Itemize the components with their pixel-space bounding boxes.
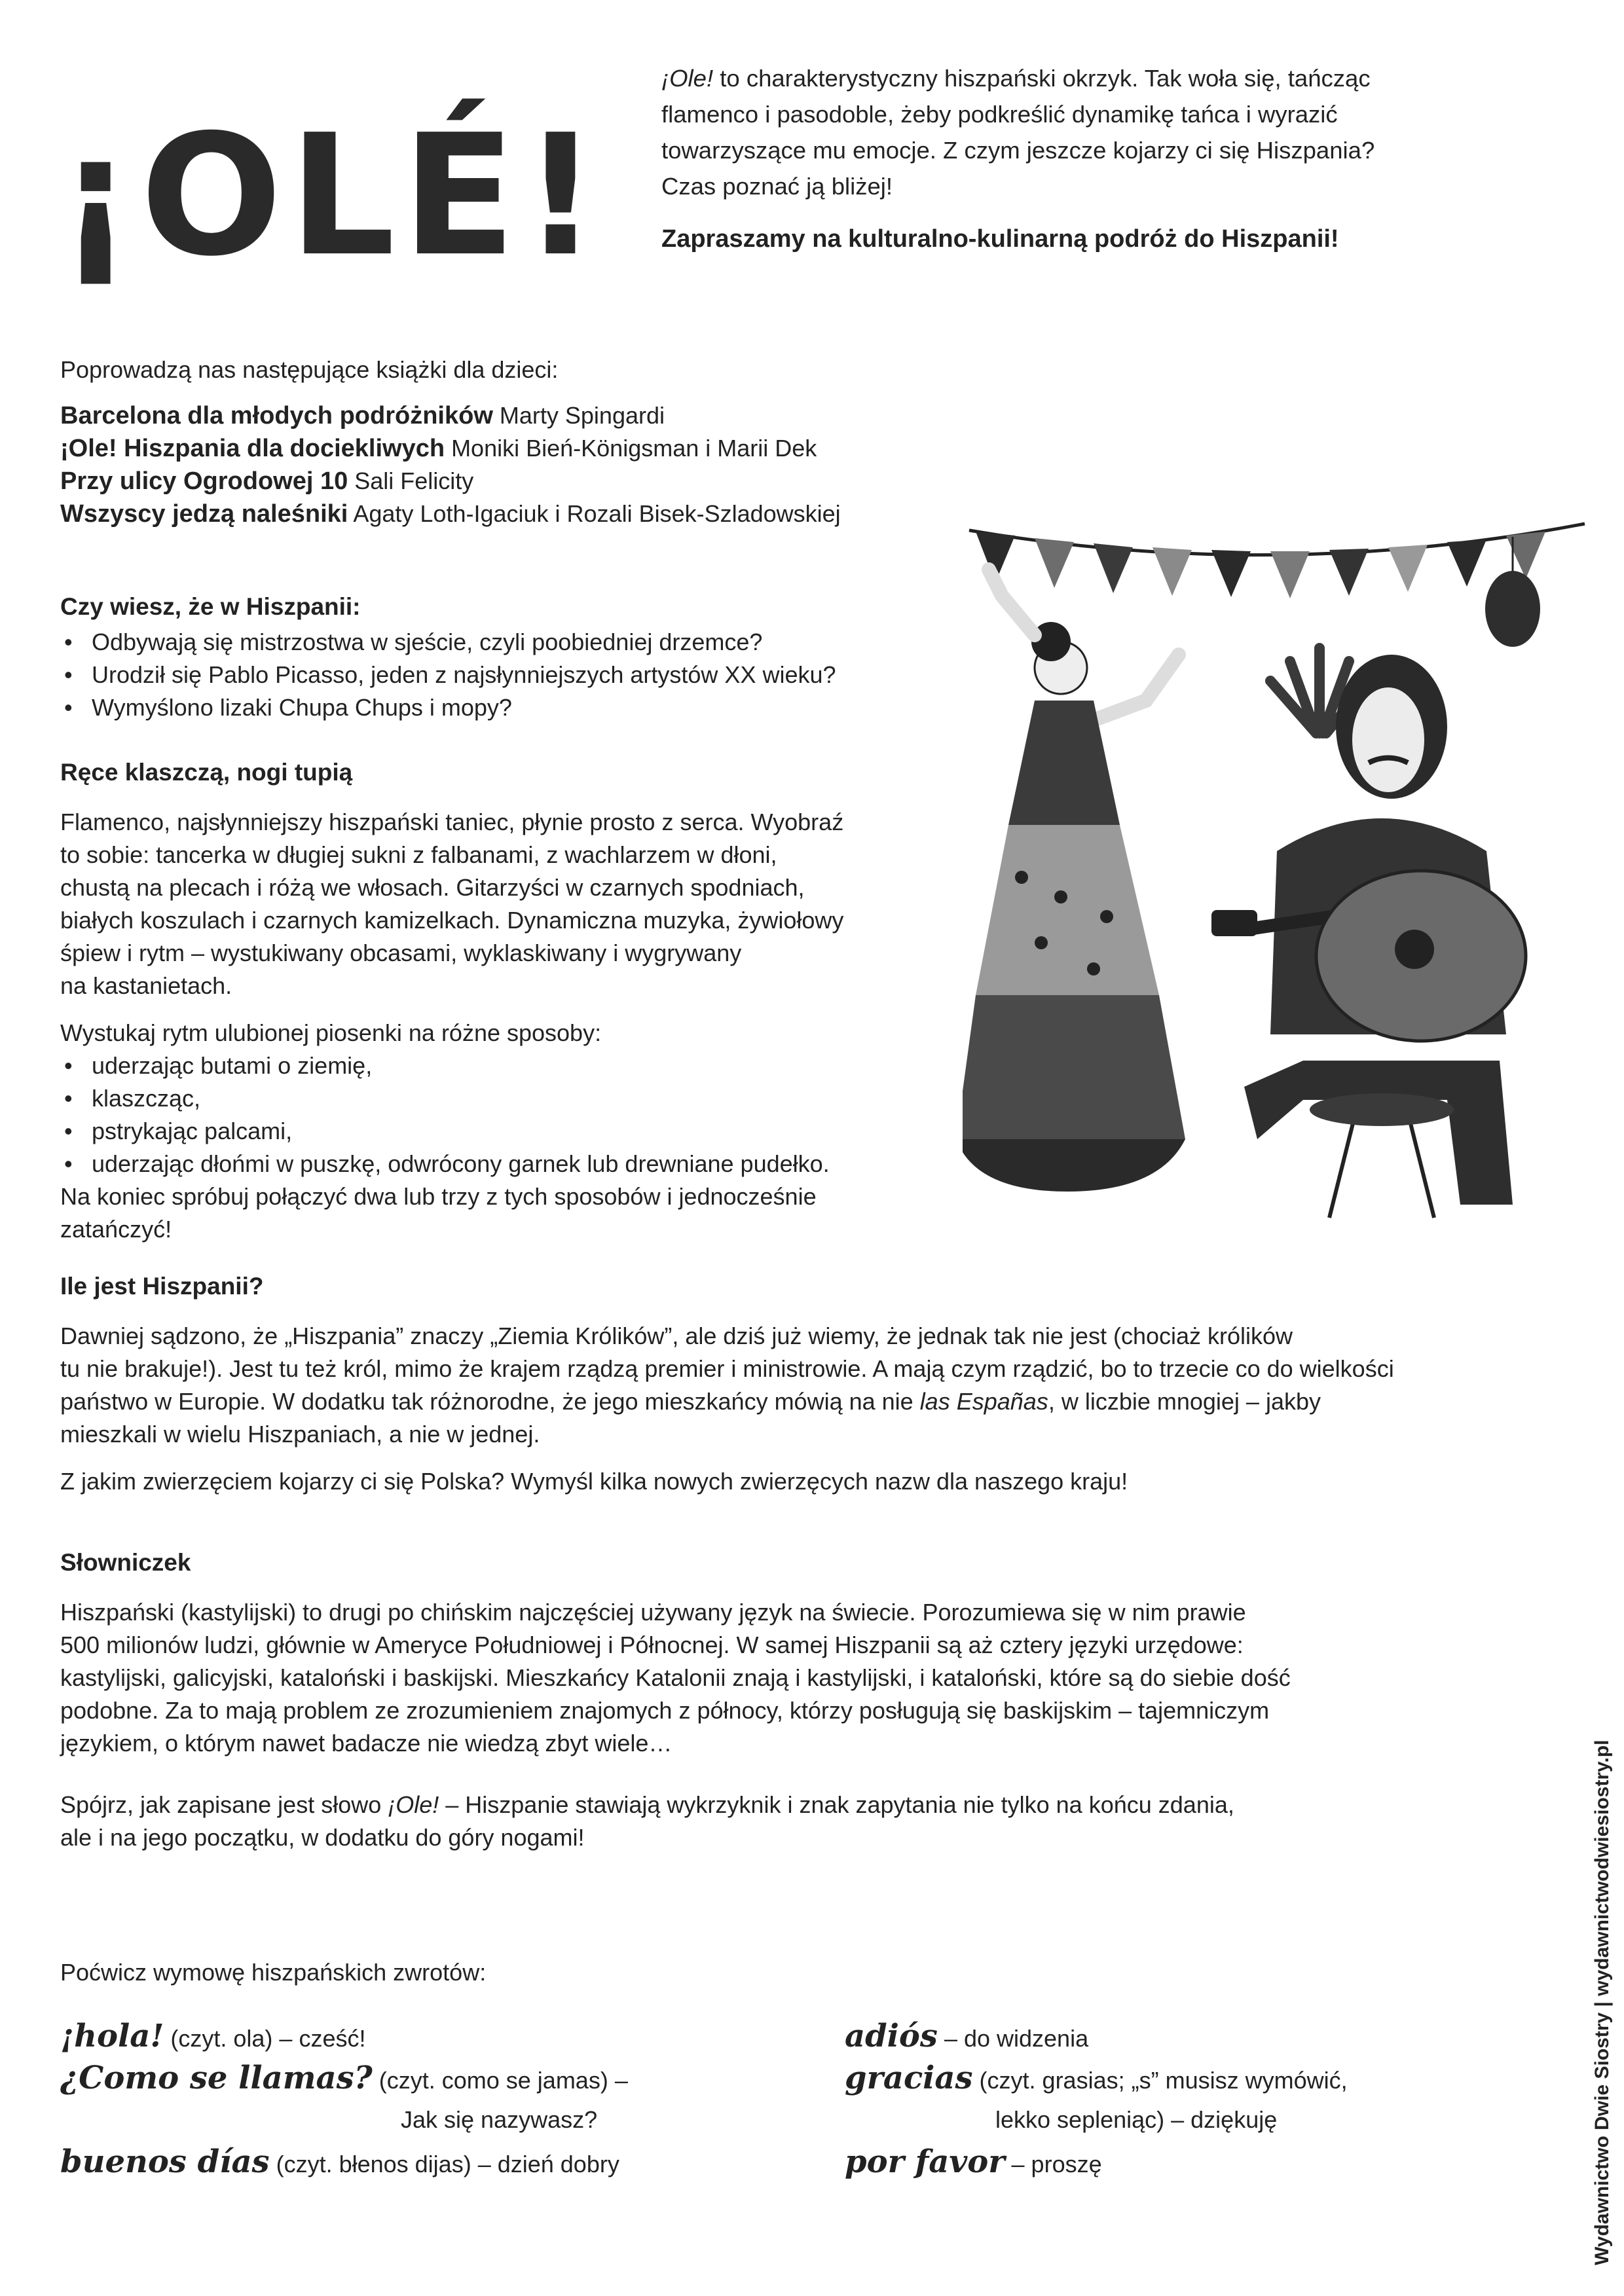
how-many-section <box>60 1270 1579 1498</box>
phrase-spanish: ¡hola! <box>60 2018 164 2054</box>
phrase-translation: (czyt. como se jamas) – <box>372 2067 628 2094</box>
phrase-item <box>845 2142 1102 2184</box>
intro-block <box>661 60 1434 257</box>
flamenco-section <box>60 756 1016 1246</box>
how-many-line <box>60 1385 1579 1418</box>
phrase-spanish: gracias <box>845 2060 973 2096</box>
how-many-line: Dawniej sądzono, że „Hiszpania” znaczy „Ziemia Królików”, ale dziś już wiemy, że jednak tak nie jest (chociaż królików <box>60 1322 1293 1349</box>
dictionary-line: 500 milionów ludzi, głównie w Ameryce Południowej i Północnej. W samej Hiszpanii są aż cztery języki urzędowe: <box>60 1631 1244 1658</box>
rhythm-item: • uderzając dłońmi w puszkę, odwrócony garnek lub drewniane pudełko. <box>60 1148 1016 1180</box>
phrase-translation: (czyt. grasias; „s” musisz wymówić, <box>972 2067 1348 2094</box>
facts-heading: Czy wiesz, że w Hiszpanii: <box>60 593 361 620</box>
phrase-translation: – do widzenia <box>937 2025 1089 2052</box>
dictionary-section <box>60 1546 1579 1854</box>
fact-item: • Odbywają się mistrzostwa w sjeście, czyli poobiedniej drzemce? <box>60 626 1016 659</box>
ole-word: ¡Ole! <box>388 1791 439 1818</box>
book-author: Sali Felicity <box>348 467 474 494</box>
dictionary-heading: Słowniczek <box>60 1549 191 1576</box>
ole-line <box>60 1789 1579 1821</box>
dictionary-line: kastylijski, galicyjski, kataloński i baskijski. Mieszkańcy Katalonii znają i kastylijski, i kataloński, które są do siebie dość <box>60 1664 1291 1691</box>
fact-item: • Urodził się Pablo Picasso, jeden z najsłynniejszych artystów XX wieku? <box>60 659 1016 691</box>
book-title: Barcelona dla młodych podróżników <box>60 402 493 429</box>
phrase-item <box>60 2058 628 2100</box>
book-author: Agaty Loth-Igaciuk i Rozali Bisek-Szladowskiej <box>348 500 841 527</box>
guitarist-icon <box>1211 655 1526 1218</box>
intro-paragraph <box>661 60 1434 204</box>
phrase-continuation: lekko sepleniąc) – dziękuję <box>995 2106 1278 2133</box>
rhythm-closing: Na koniec spróbuj połączyć dwa lub trzy z tych sposobów i jednocześnie <box>60 1183 817 1210</box>
phrase-spanish: por favor <box>845 2143 1005 2180</box>
how-many-heading: Ile jest Hiszpanii? <box>60 1273 264 1300</box>
facts-section <box>60 591 1016 724</box>
phrase-translation: – proszę <box>1005 2151 1102 2178</box>
books-list <box>60 354 977 530</box>
phrase-spanish: adiós <box>845 2018 938 2054</box>
ole-line-start: Spójrz, jak zapisane jest słowo <box>60 1791 388 1818</box>
flamenco-line: to sobie: tancerka w długiej sukni z falbanami, z wachlarzem w dłoni, <box>60 841 777 868</box>
book-author: Moniki Bień-Königsman i Marii Dek <box>445 435 817 462</box>
how-many-line: mieszkali w wielu Hiszpaniach, a nie w jednej. <box>60 1421 540 1448</box>
flamenco-line: Flamenco, najsłynniejszy hiszpański taniec, płynie prosto z serca. Wyobraź <box>60 809 844 835</box>
phrase-translation: (czyt. błenos dijas) – dzień dobry <box>269 2151 619 2178</box>
book-title: Wszyscy jedzą naleśniki <box>60 500 348 528</box>
flamenco-heading: Ręce klaszczą, nogi tupią <box>60 759 353 786</box>
book-item <box>60 432 977 465</box>
flamenco-line: śpiew i rytm – wystukiwany obcasami, wyklaskiwany i wygrywany <box>60 939 742 966</box>
dictionary-line: podobne. Za to mają problem ze zrozumieniem znajomych z północy, którzy posługują się baskijskim – tajemniczym <box>60 1697 1270 1724</box>
rhythm-item: • klaszcząc, <box>60 1082 1016 1115</box>
phrase-spanish: ¿Como se llamas? <box>60 2060 373 2096</box>
dictionary-line: językiem, o którym nawet badacze nie wiedzą zbyt wiele… <box>60 1730 673 1757</box>
how-many-question: Z jakim zwierzęciem kojarzy ci się Polska? Wymyśl kilka nowych zwierzęcych nazw dla naszego kraju! <box>60 1468 1128 1495</box>
ole-line-2: ale i na jego początku, w dodatku do góry nogami! <box>60 1824 585 1851</box>
phrase-item <box>845 2058 1348 2100</box>
how-many-line: tu nie brakuje!). Jest tu też król, mimo że krajem rządzą premier i ministrowie. A mają czym rządzić, bo to trzecie co do wielkości <box>60 1355 1394 1382</box>
phrase-item <box>845 2016 1088 2058</box>
rhythm-lead: Wystukaj rytm ulubionej piosenki na różne sposoby: <box>60 1019 602 1046</box>
book-item <box>60 465 977 498</box>
las-espanas: las Españas <box>919 1388 1048 1415</box>
phrase-spanish: buenos días <box>60 2143 270 2180</box>
how-many-line-text: państwo w Europie. W dodatku tak różnorodne, że jego mieszkańcy mówią na nie <box>60 1388 920 1415</box>
ole-line-end: – Hiszpanie stawiają wykrzyknik i znak zapytania nie tylko na końcu zdania, <box>439 1791 1234 1818</box>
book-item <box>60 498 977 530</box>
flamenco-line: na kastanietach. <box>60 972 232 999</box>
rhythm-closing: zatańczyć! <box>60 1216 172 1243</box>
book-title: Przy ulicy Ogrodowej 10 <box>60 467 348 495</box>
book-author: Marty Spingardi <box>492 402 665 429</box>
fact-item: • Wymyślono lizaki Chupa Chups i mopy? <box>60 691 1016 724</box>
intro-cta: Zapraszamy na kulturalno-kulinarną podróż do Hiszpanii! <box>661 225 1339 253</box>
book-item <box>60 399 977 432</box>
intro-text: to charakterystyczny hiszpański okrzyk. Tak woła się, tańcząc flamenco i pasodoble, żeby podkreślić dynamikę tańca i wyrazić towarzyszące mu emocje. Z czym jeszcze kojarzy ci się Hiszpania? Czas poznać ją bliżej! <box>661 65 1375 200</box>
books-lead: Poprowadzą nas następujące książki dla dzieci: <box>60 356 559 383</box>
phrase-continuation: Jak się nazywasz? <box>401 2106 598 2133</box>
page-title: ¡OLÉ! <box>58 99 606 293</box>
book-title: ¡Ole! Hiszpania dla dociekliwych <box>60 435 445 462</box>
flamenco-line: chustą na plecach i różą we włosach. Gitarzyści w czarnych spodniach, <box>60 874 805 901</box>
phrases-lead: Poćwicz wymowę hiszpańskich zwrotów: <box>60 1959 487 1986</box>
flamenco-line: białych koszulach i czarnych kamizelkach. Dynamiczna muzyka, żywiołowy <box>60 907 844 934</box>
how-many-line-end: , w liczbie mnogiej – jakby <box>1048 1388 1321 1415</box>
publisher-credit: Wydawnictwo Dwie Siostry | wydawnictwodwiesiostry.pl <box>1591 1740 1613 2265</box>
rhythm-item: • uderzając butami o ziemię, <box>60 1049 1016 1082</box>
rhythm-item: • pstrykając palcami, <box>60 1115 1016 1148</box>
flamenco-illustration <box>963 511 1591 1244</box>
phrase-item <box>60 2142 619 2184</box>
phrase-item <box>60 2016 365 2058</box>
dictionary-line: Hiszpański (kastylijski) to drugi po chińskim najczęściej używany język na świecie. Porozumiewa się w nim prawie <box>60 1599 1246 1626</box>
ole-word: ¡Ole! <box>661 65 714 92</box>
phrase-translation: (czyt. ola) – cześć! <box>164 2025 366 2052</box>
